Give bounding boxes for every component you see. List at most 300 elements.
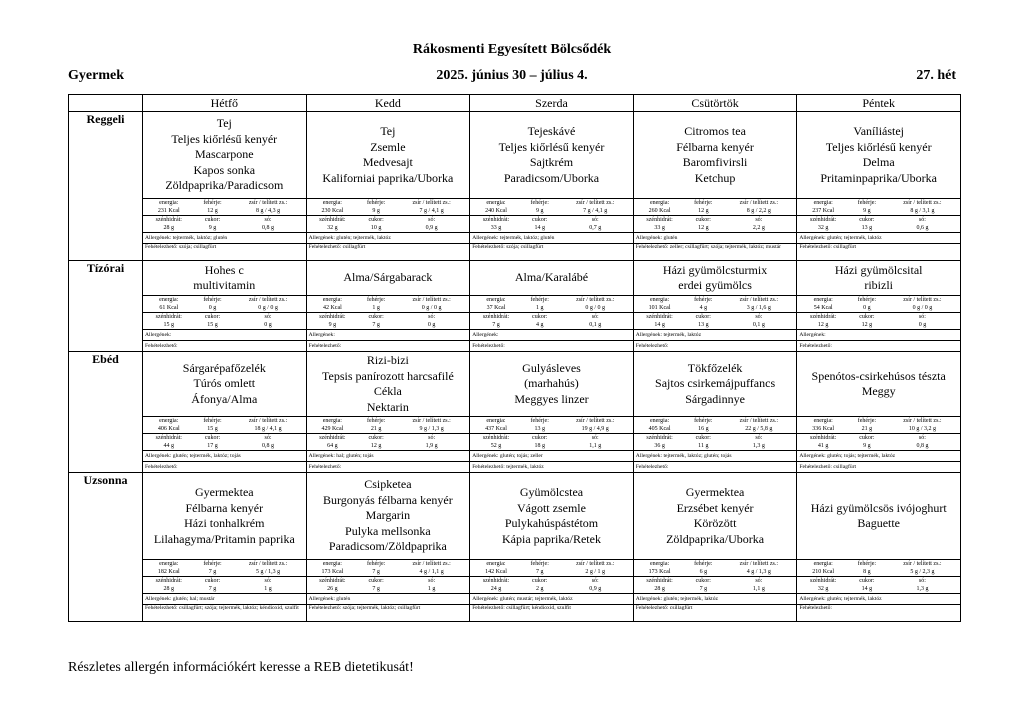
nutrient-label: cukor: [532,314,548,320]
nutrient-label: fehérje: [857,297,877,303]
food-item: Nektarin [366,399,409,414]
energy-value: 54 Kcal [797,304,849,313]
nutrition-table [634,295,797,329]
carb-value: 32 g [817,225,829,231]
meal-cell [633,473,797,622]
sugar-value: 7 g [699,586,708,592]
salt-value: 0,9 g [425,225,438,231]
food-item: Tepsis panírozott harcsafilé [322,368,454,383]
fat-value: 5 g / 1,3 g [230,568,305,577]
fat-value: 8 g / 2,2 g [721,207,796,216]
nutrient-label: só: [918,435,926,441]
energy-value: 237 Kcal [797,207,849,216]
food-item: Tej [216,116,232,131]
food-item: Félbarna kenyér [185,500,264,515]
food-item: Házi gyümölcsital [834,262,923,277]
nutrient-label: zsír / telített zs.: [248,200,288,206]
nutrition-table [470,559,633,593]
food-item: Sajtos csirkemájpuffancs [655,376,776,391]
nutrient-label: fehérje: [530,200,549,206]
food-item: multivitamin [193,278,256,292]
sugar-value: 14 g [534,225,545,231]
nutrient-label: fehérje: [366,200,386,206]
fat-value: 5 g / 2,3 g [885,568,960,577]
fat-value: 7 g / 4,1 g [558,207,633,216]
nutrient-label: só: [918,217,926,223]
protein-value: 12 g [685,207,721,216]
nutrient-label: cukor: [368,314,384,320]
nutrient-label: zsír / telített zs.: [576,297,615,303]
nutrient-label: fehérje: [530,297,549,303]
food-list [797,261,960,295]
fat-value: 2 g / 1 g [558,568,633,577]
meal-name: Tízórai [69,261,143,352]
protein-value: 7 g [358,568,394,577]
food-item: Házi tonhalkrém [184,516,265,530]
food-list [143,352,306,416]
food-list [307,352,470,416]
nutrient-label: szénhidrát: [646,217,673,223]
fat-value: 4 g / 1,1 g [394,568,469,577]
sugar-value: 17 g [207,443,218,449]
protein-value: 9 g [358,207,394,216]
substitute-text: Fehételezhető: csillagfürt; szója; tejtermék, laktóz; kéndioxid, szulfit [143,604,306,621]
salt-value: 1 g [427,586,436,592]
nutrient-label: cukor: [695,314,711,320]
nutrition-table [797,559,960,593]
food-item: Pulykahúspástétom [504,516,599,530]
nutrient-label: energia: [649,200,670,206]
salt-value: 0,7 g [589,225,602,231]
nutrient-label: szénhidrát: [482,435,510,441]
food-item: Gulyásleves [522,360,581,375]
nutrient-label: fehérje: [203,200,222,206]
nutrient-label: só: [755,217,763,223]
food-item: Házi gyümölcsös ivójoghurt [810,500,947,515]
footer-note: Részletes allergén információkért keresse a REB dietetikusát! [68,660,414,675]
allergens-text: Allergének: glutén; tejtermék, laktóz [307,232,470,243]
food-item: Baromfivirsli [682,155,748,169]
sugar-value: 12 g [861,322,873,328]
carb-value: 52 g [490,443,502,449]
nutrient-label: cukor: [368,435,384,441]
nutrient-label: szénhidrát: [810,217,837,223]
nutrient-label: cukor: [204,314,221,320]
food-list [470,473,633,559]
protein-value: 9 g [849,207,885,216]
sugar-value: 7 g [372,586,380,592]
food-item: Paradicsom/Zöldpaprika [328,539,447,554]
protein-value: 21 g [358,425,394,434]
group-label: Gyermek [68,68,124,83]
food-list [797,352,960,416]
food-list [307,473,470,559]
nutrient-label: cukor: [532,578,548,584]
allergens-text: Allergének: glutén [634,232,797,243]
salt-value: 1,1 g [589,443,602,449]
meal-cell [633,352,797,473]
nutrient-label: zsír / telített zs.: [903,561,942,567]
fat-value: 0 g / 0 g [558,304,633,313]
protein-value: 4 g [685,304,721,313]
nutrient-label: fehérje: [203,418,222,424]
food-item: Zöldpaprika/Uborka [666,531,765,546]
food-item: Gyermektea [685,485,745,499]
day-header: Csütörtök [633,95,797,112]
nutrient-label: zsír / telített zs.: [412,561,451,567]
nutrient-label: só: [591,314,599,320]
meal-cell [306,352,470,473]
allergens-text: Allergének: tejtermék, laktóz; glutén [143,232,306,243]
fat-value: 3 g / 1,6 g [721,304,796,313]
energy-value: 142 Kcal [470,568,522,577]
food-item: Pulyka mellsonka [345,523,431,538]
nutrient-label: cukor: [368,217,384,223]
nutrient-label: energia: [322,297,342,303]
nutrient-label: só: [755,435,763,441]
protein-value: 9 g [522,207,558,216]
food-item: Csipketea [364,477,412,492]
food-item: Lilahagyma/Pritamin paprika [153,531,295,546]
fat-value: 22 g / 5,8 g [721,425,796,434]
corner-cell [69,95,143,112]
food-item: Sárgadinnye [685,391,745,406]
nutrient-label: só: [264,314,272,320]
food-list [634,352,797,416]
fat-value: 0 g / 0 g [885,304,960,313]
carb-value: 33 g [654,225,665,231]
allergens-text: Allergének: hal; glutén; tojás [307,450,470,461]
allergens-text: Allergének: glutén; mustár; tejtermék, laktóz [470,593,633,604]
food-list [143,473,306,559]
protein-value: 13 g [522,425,558,434]
food-list [470,261,633,295]
nutrient-label: só: [591,217,599,223]
nutrient-label: zsír / telített zs.: [412,200,451,206]
energy-value: 42 Kcal [307,304,359,313]
nutrient-label: fehérje: [694,418,713,424]
meal-row [69,261,961,352]
nutrient-label: só: [755,314,763,320]
food-item: Tej [380,124,396,138]
sugar-value: 15 g [207,322,218,328]
nutrient-label: fehérje: [857,418,877,424]
food-item: Tejeskávé [527,124,576,138]
nutrient-label: fehérje: [366,418,386,424]
nutrition-table [307,416,470,450]
allergens-text: Allergének: glutén; tojás; tejtermék, laktóz [797,450,960,461]
allergens-text: Allergének: [470,329,633,340]
protein-value: 1 g [358,304,394,313]
nutrient-label: szénhidrát: [810,314,837,320]
nutrition-table [143,198,306,232]
nutrition-table [143,295,306,329]
sugar-value: 11 g [698,443,709,449]
food-item: Rizi-bizi [366,353,409,367]
nutrient-label: zsír / telített zs.: [576,418,615,424]
salt-value: 0 g [918,322,927,328]
fat-value: 18 g / 4,1 g [230,425,305,434]
carb-value: 24 g [490,586,502,592]
carb-value: 44 g [163,443,175,449]
nutrient-label: só: [428,435,436,441]
meal-name: Ebéd [69,352,143,473]
nutrient-label: szénhidrát: [646,314,673,320]
food-item: Áfonya/Alma [191,391,258,406]
nutrient-label: fehérje: [366,297,386,303]
food-item: Pritaminpaprika/Uborka [820,170,937,185]
nutrient-label: cukor: [859,314,875,320]
nutrient-label: fehérje: [857,561,877,567]
allergens-text: Allergének: [307,329,470,340]
fat-value: 4 g / 1,3 g [721,568,796,577]
meal-cell [143,261,307,352]
food-list [797,112,960,198]
nutrition-table [470,295,633,329]
substitute-text: Fehételezhető: csillagfürt [797,243,960,260]
sugar-value: 2 g [535,586,544,592]
food-item: Margarin [365,508,411,523]
substitute-text: Fehételezhető: csillagfürt; kéndioxid, szulfit [470,604,633,621]
food-list [470,352,633,416]
protein-value: 7 g [195,568,231,577]
food-item: Citromos tea [684,124,746,138]
substitute-text: Fehételezhető: csillagfürt [634,604,797,621]
carb-value: 36 g [654,443,665,449]
nutrient-label: zsír / telített zs.: [248,297,288,303]
nutrition-table [797,295,960,329]
food-item: Vaníliástej [853,124,905,138]
nutrient-label: só: [264,578,272,584]
food-list [634,112,797,198]
energy-value: 210 Kcal [797,568,849,577]
meal-cell [470,352,634,473]
nutrient-label: só: [428,578,436,584]
food-item: Paradicsom/Uborka [503,170,600,185]
nutrient-label: energia: [322,418,342,424]
nutrient-label: zsír / telített zs.: [248,418,288,424]
carb-value: 15 g [163,322,175,328]
nutrient-label: cukor: [859,578,875,584]
meal-cell [470,112,634,261]
protein-value: 16 g [685,425,721,434]
nutrient-label: cukor: [532,217,548,223]
nutrient-label: szénhidrát: [810,435,837,441]
meal-cell [633,261,797,352]
nutrient-label: szénhidrát: [319,578,346,584]
nutrient-label: zsír / telített zs.: [576,200,615,206]
food-item: Zöldpaprika/Paradicsom [165,178,284,193]
food-item: Meggyes linzer [514,391,589,406]
nutrient-label: szénhidrát: [155,435,182,441]
nutrient-label: só: [264,435,272,441]
food-item: Tökfőzelék [687,360,743,375]
energy-value: 101 Kcal [634,304,686,313]
nutrient-label: zsír / telített zs.: [412,418,451,424]
nutrient-label: zsír / telített zs.: [248,561,288,567]
nutrition-table [307,198,470,232]
nutrient-label: só: [264,217,272,223]
salt-value: 0 g [264,322,272,328]
nutrient-label: zsír / telített zs.: [412,297,451,303]
food-list [307,261,470,295]
nutrient-label: só: [591,435,599,441]
nutrition-table [143,416,306,450]
carb-value: 32 g [817,586,829,592]
salt-value: 1 g [264,586,272,592]
nutrient-label: zsír / telített zs.: [903,418,942,424]
nutrient-label: cukor: [204,217,221,223]
nutrition-table [307,295,470,329]
nutrient-label: szénhidrát: [482,217,510,223]
energy-value: 173 Kcal [634,568,686,577]
sugar-value: 12 g [698,225,709,231]
food-item: ribizli [864,278,894,292]
food-item: Teljes kiőrlésű kenyér [825,139,932,154]
substitute-text: Fehételezhető: szója; csillagfürt [143,243,306,260]
nutrition-table [470,198,633,232]
salt-value: 0,1 g [589,322,602,328]
meal-name: Uzsonna [69,473,143,622]
fat-value: 19 g / 4,9 g [558,425,633,434]
nutrient-label: fehérje: [530,561,549,567]
protein-value: 0 g [195,304,231,313]
salt-value: 2,2 g [752,225,765,231]
sugar-value: 7 g [372,322,380,328]
food-item: Sajtkrém [529,155,574,169]
allergens-text: Allergének: glutén; tejtermék, laktóz [634,593,797,604]
protein-value: 0 g [849,304,885,313]
nutrition-table [797,416,960,450]
energy-value: 182 Kcal [143,568,195,577]
nutrient-label: energia: [813,561,833,567]
carb-value: 41 g [817,443,829,449]
food-item: Spenótos-csirkehúsos tészta [811,368,946,383]
nutrient-label: energia: [159,561,179,567]
nutrient-label: cukor: [532,435,548,441]
nutrient-label: cukor: [695,435,711,441]
food-item: Túrós omlett [193,376,256,391]
meal-cell [633,112,797,261]
nutrient-label: energia: [159,200,179,206]
meal-cell [797,473,961,622]
fat-value: 8 g / 3,1 g [885,207,960,216]
nutrient-label: só: [755,578,763,584]
substitute-text: Fehételezhető: [307,461,470,472]
nutrient-label: fehérje: [203,297,222,303]
nutrition-table [307,559,470,593]
allergens-text: Allergének: glutén; tejtermék, laktóz [797,593,960,604]
food-item: Mascarpone [194,147,254,162]
food-item: Delma [862,155,895,169]
meal-name: Reggeli [69,112,143,261]
food-item: Meggy [861,384,896,398]
nutrient-label: fehérje: [694,200,713,206]
nutrient-label: cukor: [695,578,711,584]
meal-cell [143,473,307,622]
meal-cell [143,352,307,473]
food-item: Hohes c [204,262,244,277]
sugar-value: 13 g [698,322,709,328]
energy-value: 37 Kcal [470,304,522,313]
food-item: Sárgarépafőzelék [182,360,266,375]
food-item: Ketchup [694,170,736,185]
nutrient-label: zsír / telített zs.: [739,561,778,567]
substitute-text: Fehételezhető: csillagfürt [797,461,960,472]
substitute-text: Fehételezhető: [470,340,633,351]
allergens-text: Allergének: [797,329,960,340]
food-item: Gyümölcstea [519,485,584,499]
protein-value: 6 g [685,568,721,577]
carb-value: 33 g [490,225,502,231]
salt-value: 1,3 g [752,443,765,449]
fat-value: 10 g / 3,2 g [885,425,960,434]
nutrient-label: energia: [813,418,833,424]
food-list [797,473,960,559]
allergens-text: Allergének: tejtermék, laktóz; glutén; tojás [634,450,797,461]
food-item: Alma/Karalábé [514,270,589,285]
sugar-value: 9 g [208,225,217,231]
nutrient-label: szénhidrát: [646,435,673,441]
sugar-value: 13 g [861,225,873,231]
nutrient-label: szénhidrát: [155,217,182,223]
nutrition-table [634,559,797,593]
allergens-text: Allergének: tejtermék, laktóz [634,329,797,340]
menu-table [68,94,961,622]
salt-value: 0,8 g [262,225,275,231]
meal-cell [306,473,470,622]
nutrient-label: szénhidrát: [155,314,182,320]
protein-value: 1 g [522,304,558,313]
carb-value: 7 g [492,322,500,328]
food-item: Medvesajt [362,155,413,169]
nutrient-label: fehérje: [530,418,549,424]
nutrient-label: fehérje: [694,297,713,303]
nutrient-label: cukor: [204,435,221,441]
substitute-text: Fehételezhető: [797,340,960,351]
sugar-value: 10 g [370,225,382,231]
nutrient-label: energia: [322,200,342,206]
meal-cell [306,112,470,261]
fat-value: 0 g / 0 g [394,304,469,313]
nutrition-table [143,559,306,593]
carb-value: 12 g [817,322,829,328]
meal-cell [797,261,961,352]
nutrient-label: energia: [649,297,670,303]
fat-value: 7 g / 4,1 g [394,207,469,216]
nutrient-label: szénhidrát: [319,217,346,223]
document-title: Rákosmenti Egyesített Bölcsődék [412,42,612,57]
nutrient-label: szénhidrát: [810,578,837,584]
energy-value: 173 Kcal [307,568,359,577]
nutrient-label: fehérje: [203,561,222,567]
nutrient-label: cukor: [859,217,875,223]
food-item: Teljes kiőrlésű kenyér [498,139,605,154]
nutrient-label: só: [918,314,926,320]
food-item: erdei gyümölcs [678,278,752,292]
food-item: Gyermektea [194,485,254,499]
substitute-text: Fehételezhető: [143,340,306,351]
day-header: Szerda [470,95,634,112]
nutrient-label: szénhidrát: [482,578,510,584]
protein-value: 21 g [849,425,885,434]
nutrient-label: energia: [159,418,179,424]
nutrient-label: só: [428,217,436,223]
nutrient-label: energia: [486,200,506,206]
protein-value: 7 g [522,568,558,577]
allergens-text: Allergének: glutén; hal; mustár [143,593,306,604]
nutrient-label: só: [428,314,436,320]
